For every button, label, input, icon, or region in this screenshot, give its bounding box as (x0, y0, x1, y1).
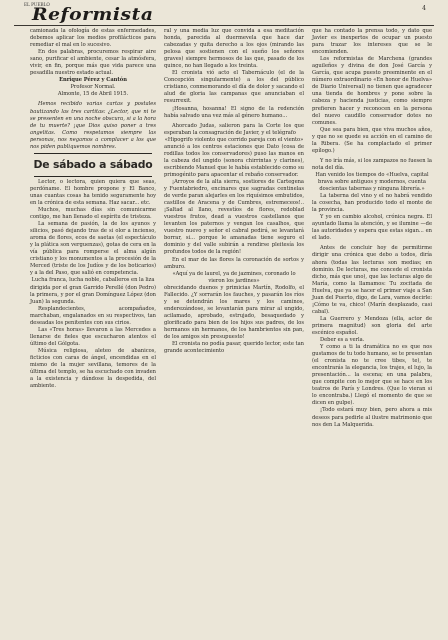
paragraph: Y yo en cambio alcohol, crónica negra. El ayuntado llama la atención, y se ilumine —de las autoridades y espera que estas sigan... en el lado. (312, 214, 432, 242)
section-divider (34, 176, 152, 177)
masthead (18, 2, 178, 24)
paragraph: Música religiosa, aleteo de abanicos, ficticios con caras de ángel, encendidas en el mismo de la mujer sevillana, temores de la última del templo, se ha escuchado con invaden a la existencia y dándose la despedida, del ambiente. (30, 347, 156, 390)
paragraph: ¡Todo estará muy bien, pero ahora a mis deseos para pedirle al ilustre matrimonio que nos den La Malquerida. (312, 407, 432, 428)
column-2 (164, 28, 304, 355)
paragraph: obrecidando duenos y primicias Martín, Rodolfo, el Fallecido. ¿Y sorrarán los fauches, y pasarán los ríos y se detendrán los mares y los caminos, enderezándose, se levantarán para mirar al ungido, acilamado, aprobado, estrujado, besaquedado y glorificado para bien de los hijos sus padres, de los hermanos sin hermanos, de los hambrientos sin pan, de los amigos sin presupuesto! (164, 284, 304, 341)
verse: Lucha franca, lucha noble, caballeros en la liza (31, 277, 155, 284)
paragraph: La taberna del vino y el no habrá vendido la cosecha, han producido todo el monte de la provincia. (312, 193, 432, 214)
paragraph: La Guerrero y Mendoza (ella, actor de primera magnitud) son gloria del arte escénico español. (312, 315, 432, 336)
paragraph: La semana de pasión, la de los ayunos y silicios, pasó dejando tras de si olor a incienso, aroma de flores, ecos de saetas (el espectáculo y la plática son verguenzas), gotas de cera en la vía pública para romperse el alma algún cristiano y los monumentos a la procesión de la Merced (triste de los Judíos y de los boticarios) y a la del Paso, que salió en competencia. (30, 221, 156, 277)
dateline: Almonte, 15 de Abril 1915. (57, 91, 129, 98)
paragraph: En el mar de las flores la coronación de sortos y amburo. (164, 256, 304, 270)
page-number: 4 (422, 5, 426, 12)
paragraph: Que sea para bien, que viva muchos años, y que no se quede su acción en el camino de la Ribera. (Se ha complactado el primer epílogo.) (312, 126, 432, 154)
paragraph: Deber es a verla. (320, 337, 365, 344)
section-title: De sábado a sábado (33, 157, 153, 171)
paragraph: ¡Hosanna, hosanna! El signo de la redención había salvado una vez más al género humano... (164, 105, 304, 119)
column-1 (30, 28, 156, 390)
paragraph: dirigida por el gran Garrido Perellé (don Pedro) la primera, y por el gran Domínguez López (don Juan) la segunda. (30, 284, 156, 305)
paragraph: Los reformistas de Marchena (grandes aguileños y divina de don José García y García, que acupa puesto preeminente en el número extraordinario «En honor de Huelva» de Diario Universal) no tienen que agradecer una tienda de hombres y pone sobre la cabeza y hacienda justicias, como siempre prefieren hacer y reconocen en la persona del nuevo caudillo conservador dotes no comunes. (312, 56, 432, 126)
paragraph: En dos palabras, procuremos respirar aire sano, purificar el ambiente, cesar la atmósfera, vivir, en fin, porque más que vida parece una pesadilla nuestro estado actual. (30, 49, 156, 77)
column-3 (312, 28, 432, 429)
masthead-small: EL PUEBLO (24, 2, 50, 7)
paragraph: ¡Arroyos de la alta sierra, sostiores de Cartegena y Fuentabriedro, encinares que sagradas centinelas de verde paran alejarles en los riquísimos embutidos, castillos de Aracena y de Cumbres, estremeceos!.. ¡Saltad al llano, revestíos de flores, redoblad vuestros frutos, dead a vuestros castellanos que levanten los paternos y vengan los casalhos, que vuestro nuevo y señor el cabral pedirá, se levantará borrar, si... porque le amanadas tiene seguro el dominio y del valle subirán a rendirse pleitesía los profundos todos de la región! (164, 178, 304, 256)
header-rule (14, 25, 434, 26)
paragraph: El cronista vió acto el Tabernáculo (el de la Concepción singularmente) a los del público cristiano, conmemorando el día de dolor y sacando el alud de gloria las campanas que anunciaban el resurrexit. (164, 70, 304, 105)
section-divider (34, 153, 152, 154)
verse: «Hipogrifo violento que corrido pareja con el viento» (164, 136, 304, 143)
paragraph: Ahorcado Judas, salieron para la Corte los que esperaban la consagración de Javier, y el telégrafo (164, 122, 304, 136)
verse: «Aquí ya de laurel, ya de jazmines, coronado lo vieron los jardines» (172, 270, 296, 284)
paragraph: Muchos, muchas días sin comunicarme contigo, me han llenado el espíritu de tristeza. (30, 206, 156, 221)
signature-title: Profesor Normal. (70, 84, 116, 91)
signature: Enrique Pérez y Cantón (59, 77, 127, 84)
verse: Han venido los tiempos do «Huelva, capital brava sobre antiguos y modernos, cuenta doscientas tabernas y ninguna librería.» (315, 171, 429, 193)
paragraph: anunció a los centros estaciones que Dato (cosa de rodillas todos los conservadores) puso las manos en la cabeza del ungido (sonora chirrintas y clarines), escribiendo Manuel que le había establecido como su primogénito para apacentar el rebaño conservador. (164, 143, 304, 178)
paragraph: Lector, o lectora, quien quiera que seas, perdóname. El hombre propone y El Banco, unas cuantas cosas ha tenido seguramente hoy en la crónica de esta semana. Haz sacar... etc. (30, 178, 156, 206)
paragraph: que ha contado la prensa todo, y dato que Javier es inexpertos de ocupar un puesto para trazar los intereses que se le encomienden. (312, 28, 432, 56)
paragraph: Resplandecientes, acompañados, marchaban, engalanados en su respectivos, tan deseadas los penitentes con sus cirios. (30, 305, 156, 326)
paragraph: ral y una media luz que convida a esa meditación honda, parecida al duermevela que hace dar cabezadas y quita derecho a los ojos (mirando las pelosa que sostienen con el sueño los señores graves) siempre hermosos de las que, pasado de los quince, no han llegado a los treinta. (164, 28, 304, 70)
paragraph: Antes de concluir hoy de permitirme dirigir una crónica que debo a todos, diría ahora (todas las lecturas son medias; en dominio. De lecturas, me concede el cronista dicho, más que uno), que las lecturas algo de María, como la llamamos: Tu zocitada de Huelva, que ya se hacer el primer viaje a San Juan del Puerto, digo, de Lara, vamos decirle: ¡Cómo te va, chico! (Marín desplazado, casi cabal). (312, 245, 432, 315)
paragraph: Y como a ti la dramática no es que nos gustamos de tu todo humano, se te presentan (el cronista no te cree tibes, te), te encontrarás la elegancia, los trajes, el lujo, la presentación... la escena; en una palabra, que compite con lo mejor que se hace en los teatros de París y Londres. (Que lo vieran si lo encontraba.) Llegó el momento de que se dicen en gulpe). (312, 344, 432, 407)
paragraph: Y no iría más, si los zampazos no fuesen la nota del día. (312, 157, 432, 171)
italic-notice: Hemos recibido varias cartas y postales bautizando las tres cartitas: ¿Lector, que ni te se presenten en una noche obscura, si a la hora de tu muerte? ¡que Dios quiso poner a tres angelitas. Como respetamos siempre las personas, nos negamos a complacer a los que nos piden publiquemos nombres. (30, 101, 156, 150)
paragraph: Las «Tres horas» llevaron a las Mercedes a llenarse de fieles que escucharon atentos el último del Gólgota. (30, 326, 156, 347)
masthead-title: Reformista (32, 5, 154, 25)
paragraph: camionada la ofología de estas enfermedades, debemos aplicar los medios profilácticos para remediar el mal en lo sucesivo. (30, 28, 156, 49)
paragraph: El cronista no podía pasar, querido lector, este tan grande acontecimiento (164, 341, 304, 355)
